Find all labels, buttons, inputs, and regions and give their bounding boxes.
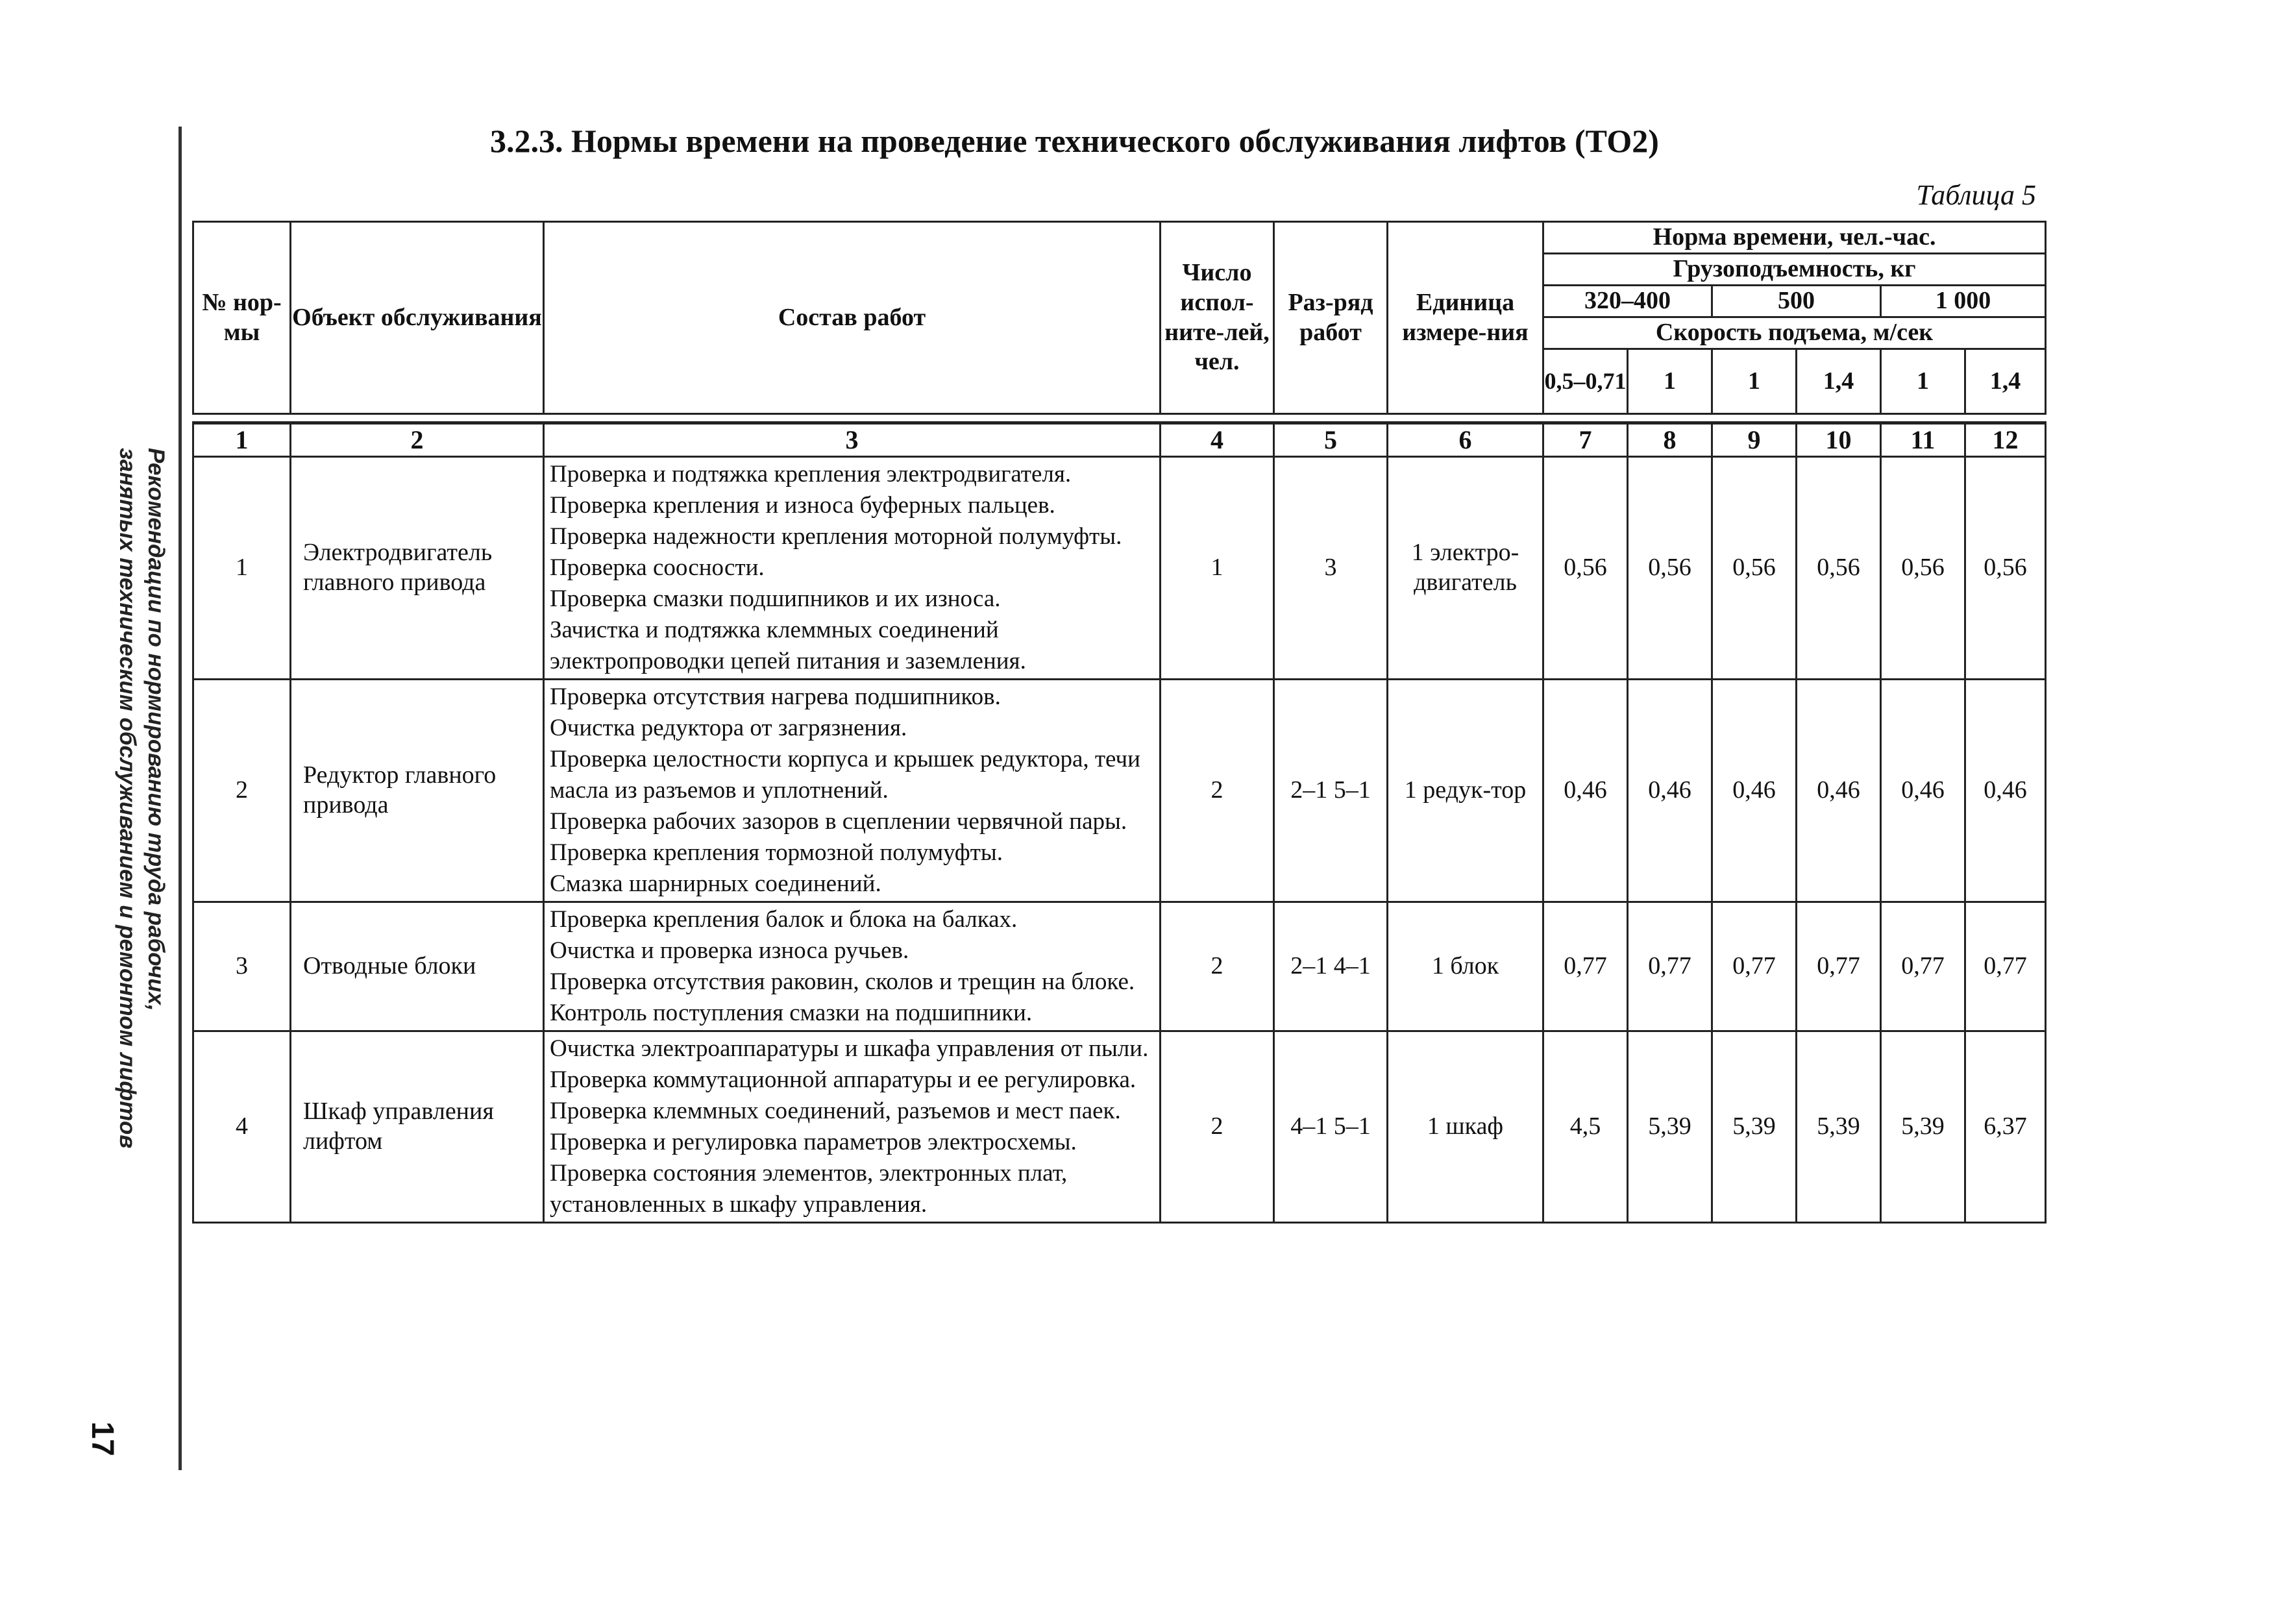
row-value: 0,77	[1712, 902, 1797, 1031]
work-item: Проверка смазки подшипников и их износа.	[550, 585, 1001, 612]
row-value: 0,56	[1965, 457, 2046, 680]
header-cap-3: 1 000	[1881, 286, 2046, 317]
row-unit: 1 шкаф	[1388, 1031, 1543, 1223]
row-object: Редуктор главного привода	[291, 680, 544, 902]
row-value: 0,77	[1881, 902, 1965, 1031]
header-capacity: Грузоподъемность, кг	[1543, 254, 2046, 286]
row-works	[544, 902, 1161, 1031]
work-item: Проверка состояния элементов, электронных плат, установленных в шкафу управления.	[550, 1160, 1068, 1218]
row-works	[544, 457, 1161, 680]
work-item: Проверка отсутствия нагрева подшипников.	[550, 683, 1001, 710]
row-workers: 2	[1161, 680, 1274, 902]
header-speed-4: 1,4	[1797, 349, 1881, 414]
row-works	[544, 680, 1161, 902]
header-works: Состав работ	[544, 222, 1161, 414]
row-value: 0,56	[1628, 457, 1712, 680]
work-item: Смазка шарнирных соединений.	[550, 870, 881, 897]
header-speed-5: 1	[1881, 349, 1965, 414]
work-item: Проверка соосности.	[550, 554, 765, 581]
margin-rule	[178, 127, 182, 1470]
col-number: 8	[1628, 423, 1712, 457]
header-gap	[193, 414, 2046, 423]
header-unit: Единица измере-ния	[1388, 222, 1543, 414]
header-speed-3: 1	[1712, 349, 1797, 414]
row-value: 0,46	[1628, 680, 1712, 902]
row-value: 0,46	[1712, 680, 1797, 902]
table-row	[193, 457, 2046, 680]
col-number: 9	[1712, 423, 1797, 457]
col-number: 4	[1161, 423, 1274, 457]
work-item: Проверка крепления балок и блока на балках.	[550, 906, 1018, 933]
work-item: Очистка электроаппаратуры и шкафа управления от пыли.	[550, 1035, 1149, 1062]
row-value: 0,46	[1881, 680, 1965, 902]
row-value: 0,56	[1881, 457, 1965, 680]
row-unit: 1 электро-двигатель	[1388, 457, 1543, 680]
header-grade: Раз-ряд работ	[1274, 222, 1388, 414]
work-item: Проверка надежности крепления моторной полумуфты.	[550, 523, 1122, 550]
work-item: Контроль поступления смазки на подшипники.	[550, 1000, 1033, 1026]
row-works	[544, 1031, 1161, 1223]
row-value: 6,37	[1965, 1031, 2046, 1223]
header-cap-1: 320–400	[1543, 286, 1712, 317]
header-num: № нор-мы	[193, 222, 291, 414]
table-row	[193, 680, 2046, 902]
row-value: 4,5	[1543, 1031, 1628, 1223]
row-num: 4	[193, 1031, 291, 1223]
row-grade: 2–1 4–1	[1274, 902, 1388, 1031]
row-value: 0,56	[1797, 457, 1881, 680]
row-grade: 2–1 5–1	[1274, 680, 1388, 902]
row-unit: 1 редук-тор	[1388, 680, 1543, 902]
row-num: 1	[193, 457, 291, 680]
row-grade: 4–1 5–1	[1274, 1031, 1388, 1223]
row-unit: 1 блок	[1388, 902, 1543, 1031]
row-value: 0,46	[1965, 680, 2046, 902]
row-num: 2	[193, 680, 291, 902]
row-value: 0,77	[1965, 902, 2046, 1031]
work-item: Проверка рабочих зазоров в сцеплении червячной пары.	[550, 808, 1127, 835]
header-object: Объект обслуживания	[291, 222, 544, 414]
work-item: Проверка отсутствия раковин, сколов и трещин на блоке.	[550, 968, 1135, 995]
row-value: 0,56	[1712, 457, 1797, 680]
col-number: 7	[1543, 423, 1628, 457]
column-number-row	[193, 423, 2046, 457]
col-number: 1	[193, 423, 291, 457]
row-num: 3	[193, 902, 291, 1031]
work-item: Проверка крепления и износа буферных пальцев.	[550, 492, 1055, 519]
col-number: 5	[1274, 423, 1388, 457]
work-item: Проверка и подтяжка крепления электродвигателя.	[550, 461, 1072, 487]
table-row	[193, 1031, 2046, 1223]
row-value: 0,77	[1543, 902, 1628, 1031]
work-item: Проверка целостности корпуса и крышек редуктора, течи масла из разъемов и уплотнений.	[550, 746, 1140, 804]
header-workers: Число испол-ните-лей, чел.	[1161, 222, 1274, 414]
side-note-line-1: Рекомендации по нормированию труда рабочих,	[143, 448, 169, 1011]
row-value: 0,46	[1543, 680, 1628, 902]
work-item: Проверка клеммных соединений, разъемов и мест паек.	[550, 1098, 1121, 1124]
row-value: 5,39	[1797, 1031, 1881, 1223]
row-value: 5,39	[1628, 1031, 1712, 1223]
work-item: Проверка коммутационной аппаратуры и ее регулировка.	[550, 1066, 1137, 1093]
work-item: Проверка и регулировка параметров электросхемы.	[550, 1129, 1077, 1155]
work-item: Проверка крепления тормозной полумуфты.	[550, 839, 1003, 866]
norms-table	[192, 221, 2046, 1224]
header-norm: Норма времени, чел.-час.	[1543, 222, 2046, 254]
row-value: 0,77	[1628, 902, 1712, 1031]
header-speed-1: 0,5–0,71	[1543, 349, 1628, 414]
col-number: 11	[1881, 423, 1965, 457]
page-title: 3.2.3. Нормы времени на проведение технического обслуживания лифтов (ТО2)	[490, 123, 1659, 159]
row-value: 5,39	[1881, 1031, 1965, 1223]
col-number: 6	[1388, 423, 1543, 457]
col-number: 2	[291, 423, 544, 457]
work-item: Зачистка и подтяжка клеммных соединений электропроводки цепей питания и заземления.	[550, 617, 1026, 674]
header-cap-2: 500	[1712, 286, 1881, 317]
row-value: 0,46	[1797, 680, 1881, 902]
row-workers: 2	[1161, 1031, 1274, 1223]
header-speed: Скорость подъема, м/сек	[1543, 317, 2046, 349]
header-row-1	[193, 222, 2046, 254]
table-caption: Таблица 5	[1916, 179, 2036, 211]
col-number: 10	[1797, 423, 1881, 457]
row-object: Отводные блоки	[291, 902, 544, 1031]
work-item: Очистка редуктора от загрязнения.	[550, 715, 907, 741]
side-note-line-2: занятых техническим обслуживанием и ремонтом лифтов	[115, 448, 140, 1149]
row-object: Электродвигатель главного привода	[291, 457, 544, 680]
row-object: Шкаф управления лифтом	[291, 1031, 544, 1223]
row-workers: 1	[1161, 457, 1274, 680]
table-row	[193, 902, 2046, 1031]
row-grade: 3	[1274, 457, 1388, 680]
col-number: 3	[544, 423, 1161, 457]
row-value: 0,56	[1543, 457, 1628, 680]
row-workers: 2	[1161, 902, 1274, 1031]
header-speed-6: 1,4	[1965, 349, 2046, 414]
row-value: 5,39	[1712, 1031, 1797, 1223]
row-value: 0,77	[1797, 902, 1881, 1031]
work-item: Очистка и проверка износа ручьев.	[550, 937, 909, 964]
header-speed-2: 1	[1628, 349, 1712, 414]
col-number: 12	[1965, 423, 2046, 457]
